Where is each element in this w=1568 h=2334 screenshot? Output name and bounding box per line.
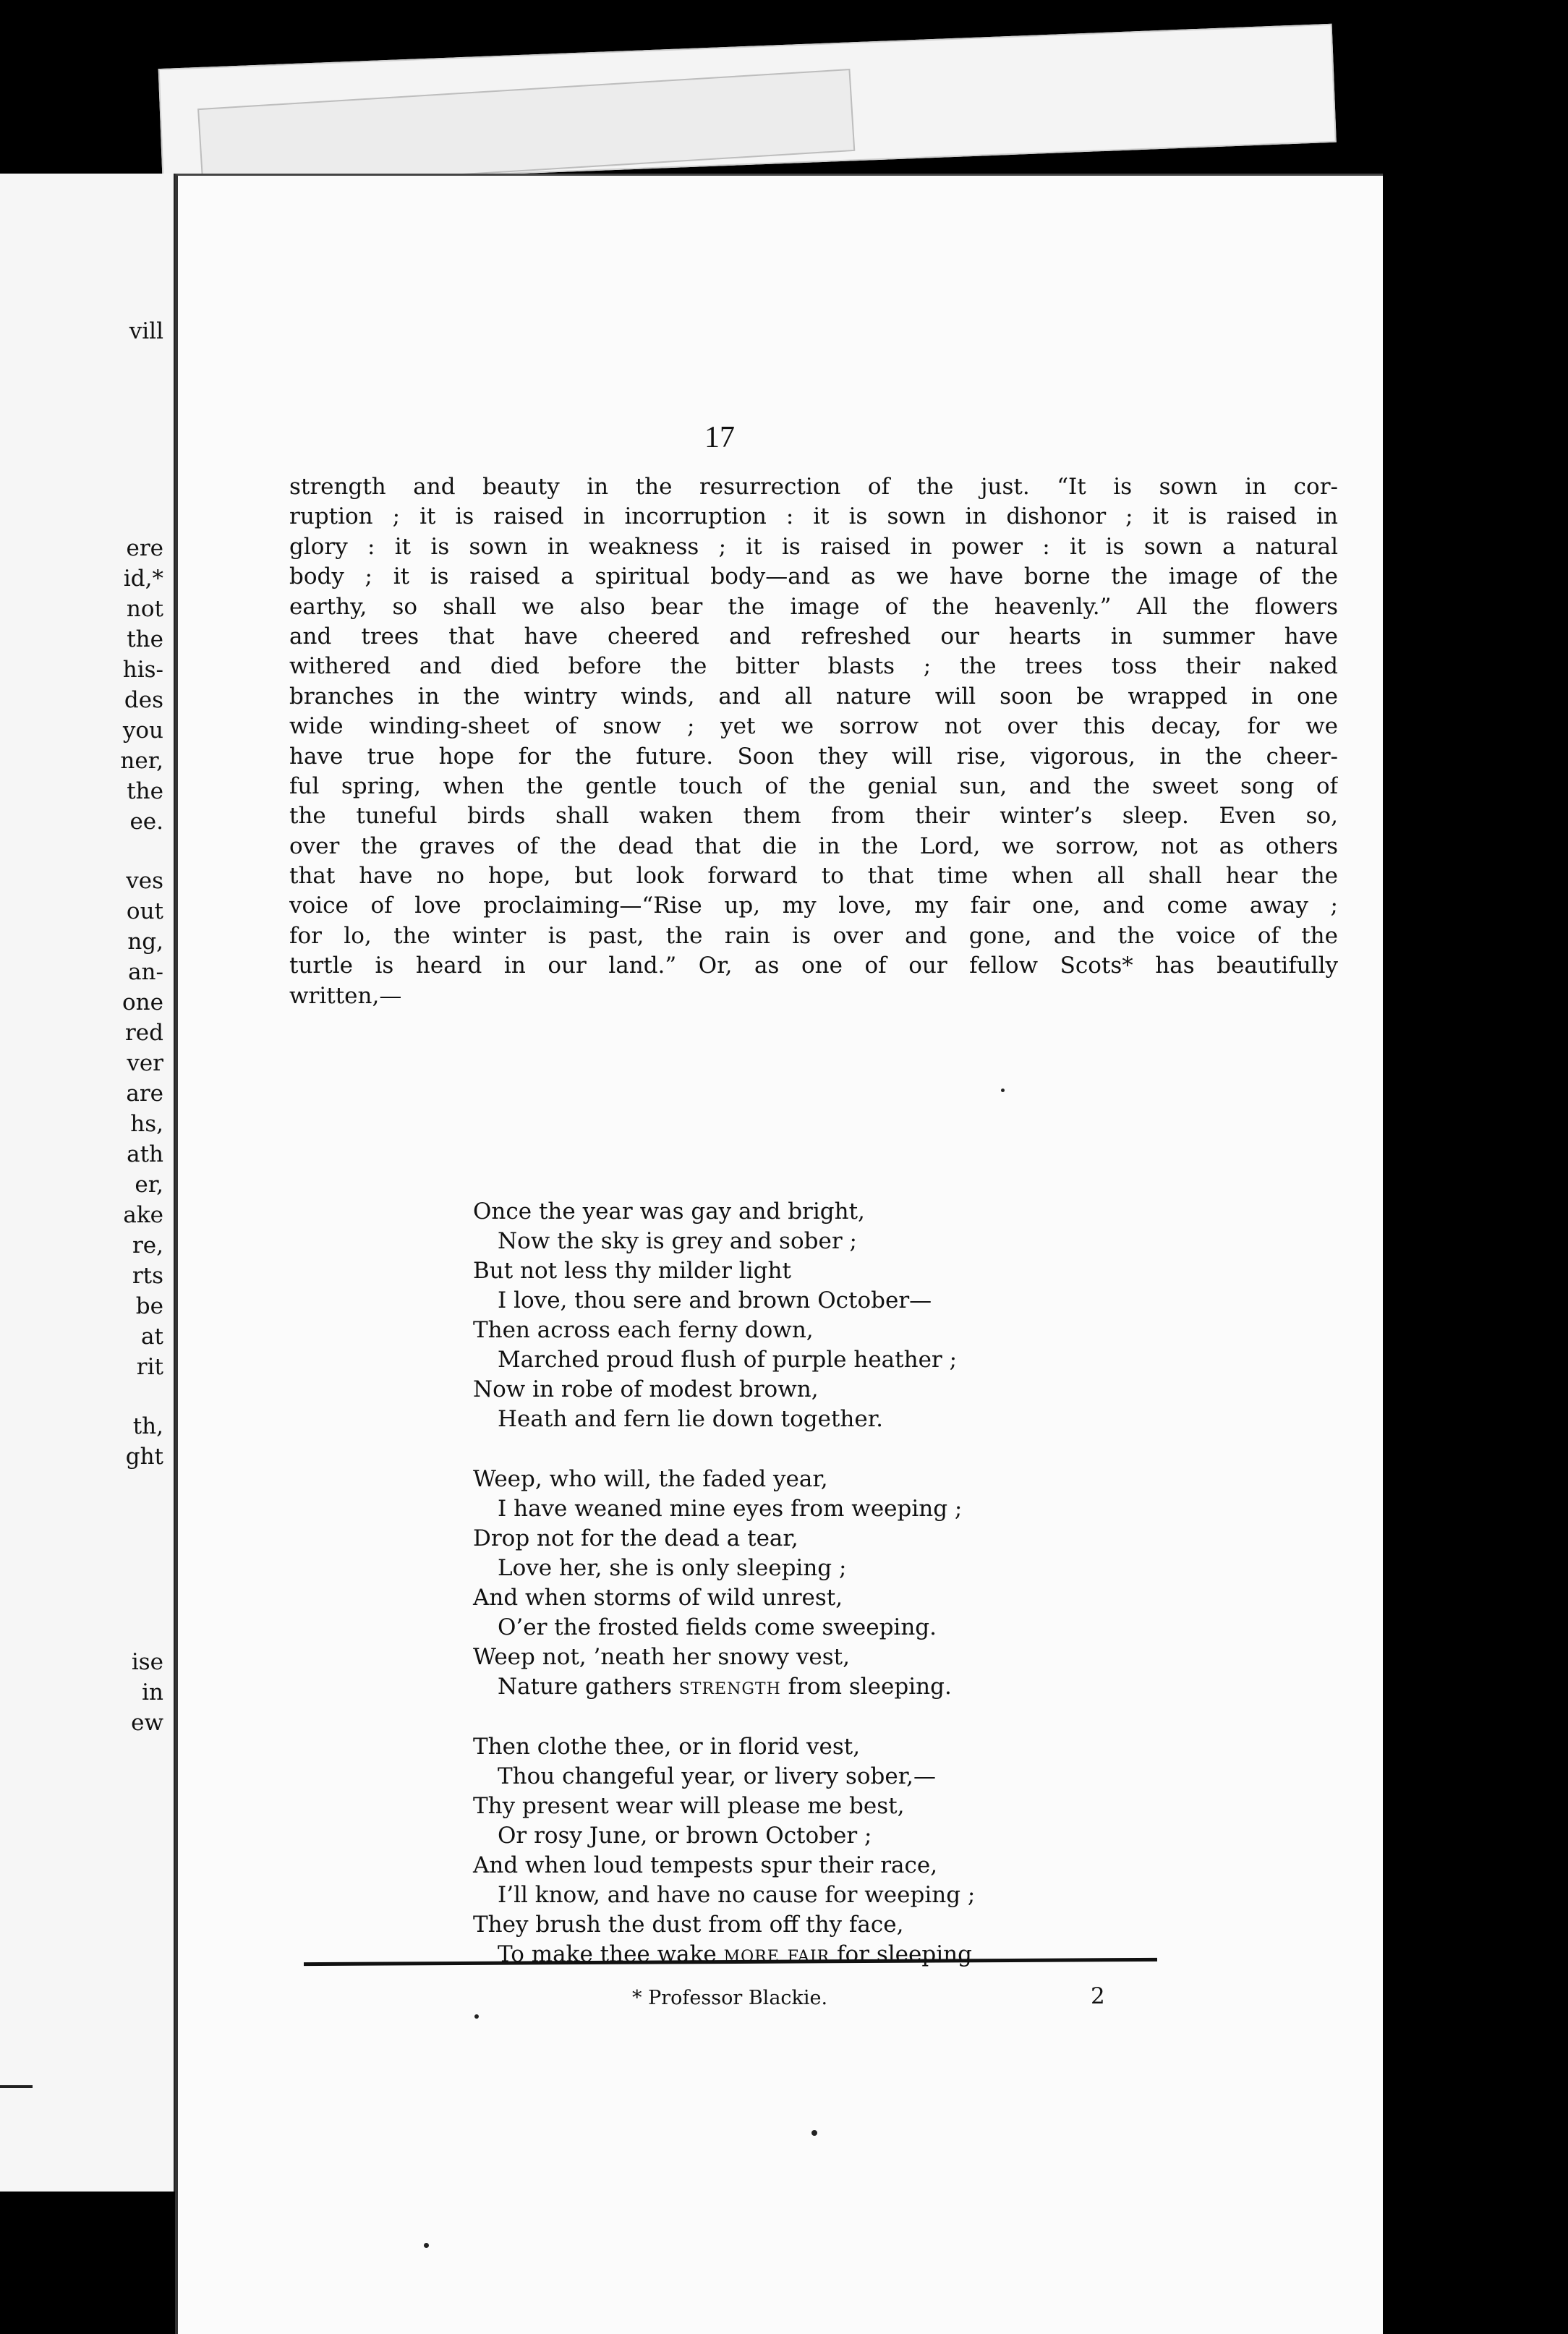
left-page-fragment: ew [131, 1710, 163, 1736]
left-page-fragment: ght [125, 1444, 163, 1470]
left-page-fragment: ner, [120, 748, 163, 774]
main-page [175, 174, 1383, 2334]
poem-line: Thy present wear will please me best, [473, 1793, 905, 1819]
left-page-fragment: not [126, 596, 163, 622]
poem-line: Then clothe thee, or in florid vest, [473, 1734, 861, 1760]
prose-line: the tuneful birds shall waken them from their winter’s sleep. Even so, [289, 803, 1338, 830]
speck [811, 2130, 817, 2136]
left-page-fragment: ath [127, 1141, 163, 1167]
left-page-fragment: the [127, 778, 163, 804]
left-page-fragment: ise [131, 1649, 163, 1675]
prose-line: voice of love proclaiming—“Rise up, my love, my fair one, and come away ; [289, 893, 1338, 919]
scan-background [1380, 217, 1568, 2332]
poem-line: I love, thou sere and brown October— [498, 1287, 932, 1313]
poem-stanza-1 [473, 1197, 1124, 1434]
left-page-fragment: be [135, 1293, 163, 1319]
left-page-fragment: his- [122, 657, 163, 683]
poem-emphasis: strength [678, 1674, 781, 1700]
poem-line [473, 1672, 1124, 1702]
poem-line: And when loud tempests spur their race, [473, 1852, 938, 1878]
left-page-fragment: rit [136, 1354, 163, 1380]
poem-line-text: Nature gathers [498, 1674, 679, 1700]
poem-line: I have weaned mine eyes from weeping ; [498, 1496, 963, 1522]
prose-line: earthy, so shall we also bear the image of the heavenly.” All the flowers [289, 593, 1338, 620]
prose-line: that have no hope, but look forward to that time when all shall hear the [289, 863, 1338, 890]
poem-line: Drop not for the dead a tear, [473, 1525, 798, 1551]
poem-line: Now in robe of modest brown, [473, 1376, 819, 1402]
prose-line: written,— [289, 982, 402, 1009]
speck [424, 2243, 429, 2248]
poem-line: And when storms of wild unrest, [473, 1585, 843, 1611]
poem-line: Weep, who will, the faded year, [473, 1466, 828, 1492]
prose-line: branches in the wintry winds, and all nature will soon be wrapped in one [289, 683, 1338, 710]
left-page-fragment: er, [135, 1172, 163, 1198]
poem-line: They brush the dust from off thy face, [473, 1912, 904, 1938]
left-page-fragment: vill [129, 318, 163, 344]
poem-line: Thou changeful year, or livery sober,— [498, 1763, 936, 1789]
poem [473, 1197, 1124, 2000]
prose-line: ful spring, when the gentle touch of the genial sun, and the sweet song of [289, 772, 1338, 799]
poem-line: Love her, she is only sleeping ; [498, 1555, 847, 1581]
poem-line: Or rosy June, or brown October ; [498, 1823, 872, 1849]
prose-line: have true hope for the future. Soon they will rise, vigorous, in the cheer- [289, 743, 1338, 770]
footnote: * Professor Blackie. [632, 1987, 828, 2009]
prose-line: glory : it is sown in weakness ; it is raised in power : it is sown a natural [289, 533, 1338, 560]
speck [474, 2014, 479, 2019]
poem-line-text: from sleeping. [780, 1674, 952, 1700]
prose-line: strength and beauty in the resurrection of the just. “It is sown in cor- [289, 474, 1338, 500]
left-page-fragment: out [126, 898, 163, 924]
prose-line: withered and died before the bitter blasts ; the trees toss their naked [289, 653, 1338, 680]
left-page-fragment: ver [127, 1050, 163, 1076]
poem-line: O’er the frosted fields come sweeping. [498, 1614, 937, 1640]
left-page-fragment: id,* [123, 566, 163, 592]
prose-line: body ; it is raised a spiritual body—and as we have borne the image of the [289, 563, 1338, 590]
page-number: 17 [704, 421, 735, 454]
left-page-fragment: ee. [129, 809, 163, 835]
left-page-fragment: rts [132, 1263, 163, 1289]
left-page-fragment: red [124, 1020, 163, 1046]
poem-line [473, 1940, 1124, 1969]
left-page-fragment: des [124, 687, 163, 713]
poem-line: Marched proud flush of purple heather ; [498, 1347, 958, 1373]
poem-line: I’ll know, and have no cause for weeping ; [498, 1882, 976, 1908]
signature-mark: 2 [1091, 1983, 1105, 2009]
left-page-fragment: one [122, 989, 163, 1015]
left-page-fragment: ng, [127, 929, 163, 955]
poem-emphasis: more fair [723, 1941, 830, 1967]
left-page-fragment: at [141, 1324, 163, 1350]
left-page-fragment: ere [126, 535, 163, 561]
left-page-fragment: you [122, 717, 163, 744]
left-page-fragment: re, [132, 1232, 163, 1258]
poem-line-text: To make thee wake [498, 1941, 724, 1967]
poem-line: Weep not, ’neath her snowy vest, [473, 1644, 850, 1670]
left-page-fragment: ake [123, 1202, 163, 1228]
poem-stanza-2 [473, 1465, 1124, 1702]
prose-line: wide winding-sheet of snow ; yet we sorrow not over this decay, for we [289, 713, 1338, 740]
left-page-fragment: ves [126, 868, 163, 894]
prose-paragraph [289, 472, 1338, 1011]
left-page-fragment: th, [132, 1413, 163, 1439]
prose-line: ruption ; it is raised in incorruption : it is sown in dishonor ; it is raised in [289, 503, 1338, 530]
poem-line: But not less thy milder light [473, 1258, 791, 1284]
left-page-fragment: hs, [130, 1111, 163, 1137]
left-page-fragment: in [142, 1679, 163, 1705]
prose-line: over the graves of the dead that die in the Lord, we sorrow, not as others [289, 832, 1338, 859]
left-page-fragment: an- [128, 959, 163, 985]
poem-stanza-3 [473, 1732, 1124, 1969]
poem-line: Now the sky is grey and sober ; [498, 1228, 857, 1254]
poem-line: Once the year was gay and bright, [473, 1198, 865, 1225]
left-page-fragment: are [126, 1081, 163, 1107]
poem-line-text: for sleeping. [830, 1941, 979, 1967]
prose-line: turtle is heard in our land.” Or, as one of our fellow Scots* has beautifully [289, 953, 1338, 979]
poem-line: Then across each ferny down, [473, 1317, 814, 1343]
left-page [0, 174, 176, 2192]
prose-line: and trees that have cheered and refreshed our hearts in summer have [289, 623, 1338, 649]
poem-line: Heath and fern lie down together. [498, 1406, 883, 1432]
left-page-fragment: the [127, 626, 163, 652]
left-page-rule [0, 2085, 33, 2088]
prose-line: for lo, the winter is past, the rain is over and gone, and the voice of the [289, 922, 1338, 949]
speck [1001, 1089, 1005, 1092]
